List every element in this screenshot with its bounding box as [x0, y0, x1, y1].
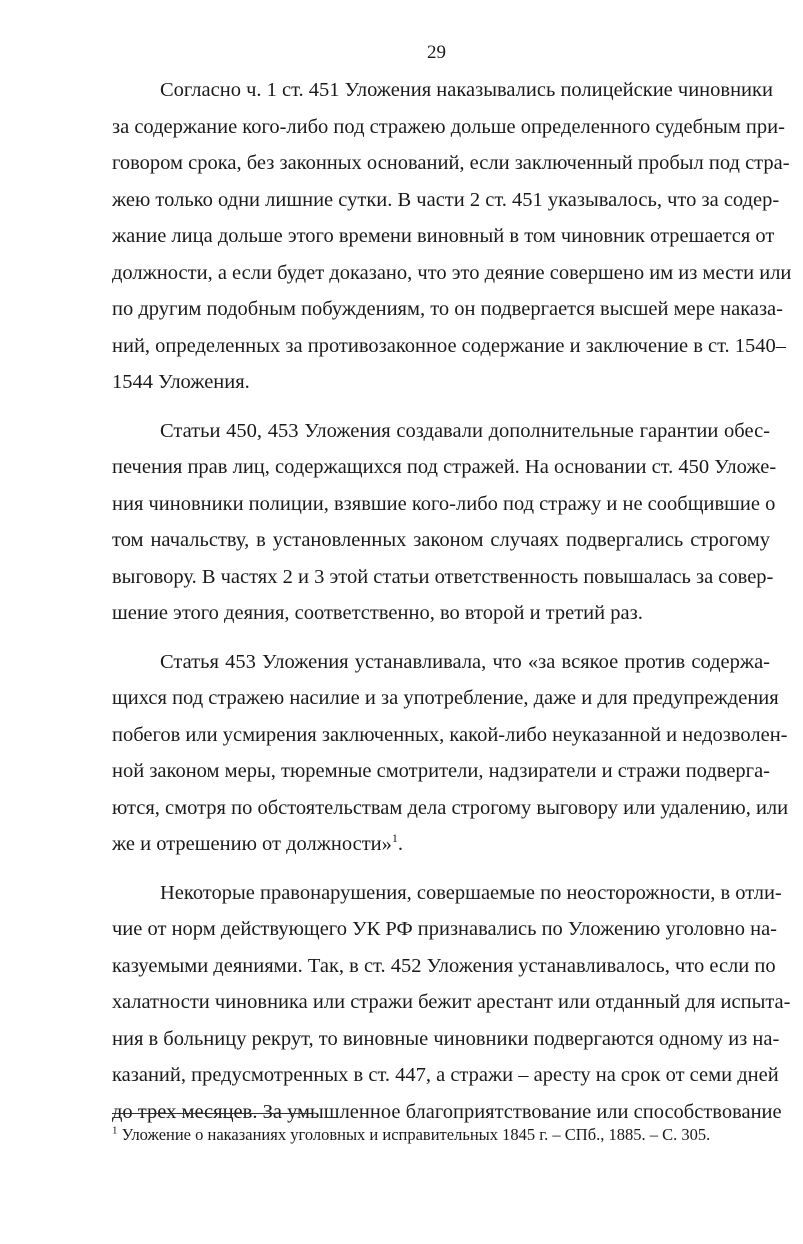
text-line: чие от норм действующего УК РФ признавались по Уложению уголовно на- — [112, 918, 778, 940]
text-line: щихся под стражею насилие и за употребление, даже и для предупреждения — [112, 687, 779, 709]
text-line: ния в больницу рекрут, то виновные чиновники подвергаются одному из на- — [112, 1027, 780, 1050]
text-line: Некоторые правонарушения, совершаемые по неосторожности, в отли- — [160, 881, 782, 904]
text-line: побегов или усмирения заключенных, какой-либо неуказанной и недозволен- — [112, 723, 788, 746]
text-line: говором срока, без законных оснований, если заключенный пробыл под стра- — [112, 152, 790, 174]
page-number: 29 — [427, 42, 446, 63]
paragraph-4 — [112, 875, 791, 1131]
text-line-end: . — [397, 833, 404, 855]
text-line: по другим подобным побуждениям, то он подвергается высшей мере наказа- — [112, 298, 783, 320]
text-line: выговору. В частях 2 и 3 этой статьи ответственность повышалась за совер- — [112, 565, 774, 588]
text-line-with-footnote — [112, 826, 770, 863]
footnote-divider — [112, 1113, 312, 1114]
text-line: ной законом меры, тюремные смотрители, надзиратели и стражи подверга- — [112, 760, 770, 782]
text-line: ний, определенных за противозаконное содержание и заключение в ст. 1540– — [112, 334, 787, 357]
text-line: халатности чиновника или стражи бежит арестант или отданный для испыта- — [112, 991, 791, 1013]
text-line: том начальству, в установленных законом случаях подвергались строгому — [112, 529, 770, 551]
text-line: ния чиновники полиции, взявшие кого-либо под стражу и не сообщившие о — [112, 492, 776, 515]
text-line: Статья 453 Уложения устанавливала, что «за всякое против содержа- — [160, 650, 770, 673]
text-line-content: же и отрешению от должности» — [112, 833, 392, 855]
body-text — [112, 72, 792, 1130]
text-line: Статьи 450, 453 Уложения создавали дополнительные гарантии обес- — [160, 419, 770, 442]
paragraph-3 — [112, 644, 789, 863]
text-line: должности, а если будет доказано, что это деяние совершено им из мести или — [112, 261, 792, 284]
text-line: шение этого деяния, соответственно, во второй и третий раз. — [112, 602, 643, 624]
text-line: жание лица дольше этого времени виновный в том чиновник отрешается от — [112, 225, 775, 247]
text-line: ются, смотря по обстоятельствам дела строгому выговору или удалению, или — [112, 796, 789, 819]
text-line: до трех месяцев. За умышленное благоприятствование или способствование — [112, 1100, 782, 1123]
text-line: Согласно ч. 1 ст. 451 Уложения наказывались полицейские чиновники — [160, 79, 773, 101]
footnote-marker: 1 — [112, 1124, 118, 1137]
footnote-text: Уложение о наказаниях уголовных и исправительных 1845 г. – СПб., 1885. – С. 305. — [117, 1125, 711, 1144]
text-line: за содержание кого-либо под стражею дольше определенного судебным при- — [112, 115, 785, 138]
paragraph-2 — [112, 413, 777, 632]
footnote-reference[interactable]: 1 — [391, 831, 398, 846]
text-line: 1544 Уложения. — [112, 371, 250, 393]
text-line: казаний, предусмотренных в ст. 447, а стражи – аресту на срок от семи дней — [112, 1064, 779, 1086]
text-line: печения прав лиц, содержащихся под стражей. На основании ст. 450 Уложе- — [112, 456, 777, 478]
footnote — [112, 1124, 772, 1146]
text-line: казуемыми деяниями. Так, в ст. 452 Уложения устанавливалось, что если по — [112, 954, 776, 977]
text-line: жею только одни лишние сутки. В части 2 ст. 451 указывалось, что за содер- — [112, 188, 780, 211]
paragraph-1 — [112, 72, 792, 401]
